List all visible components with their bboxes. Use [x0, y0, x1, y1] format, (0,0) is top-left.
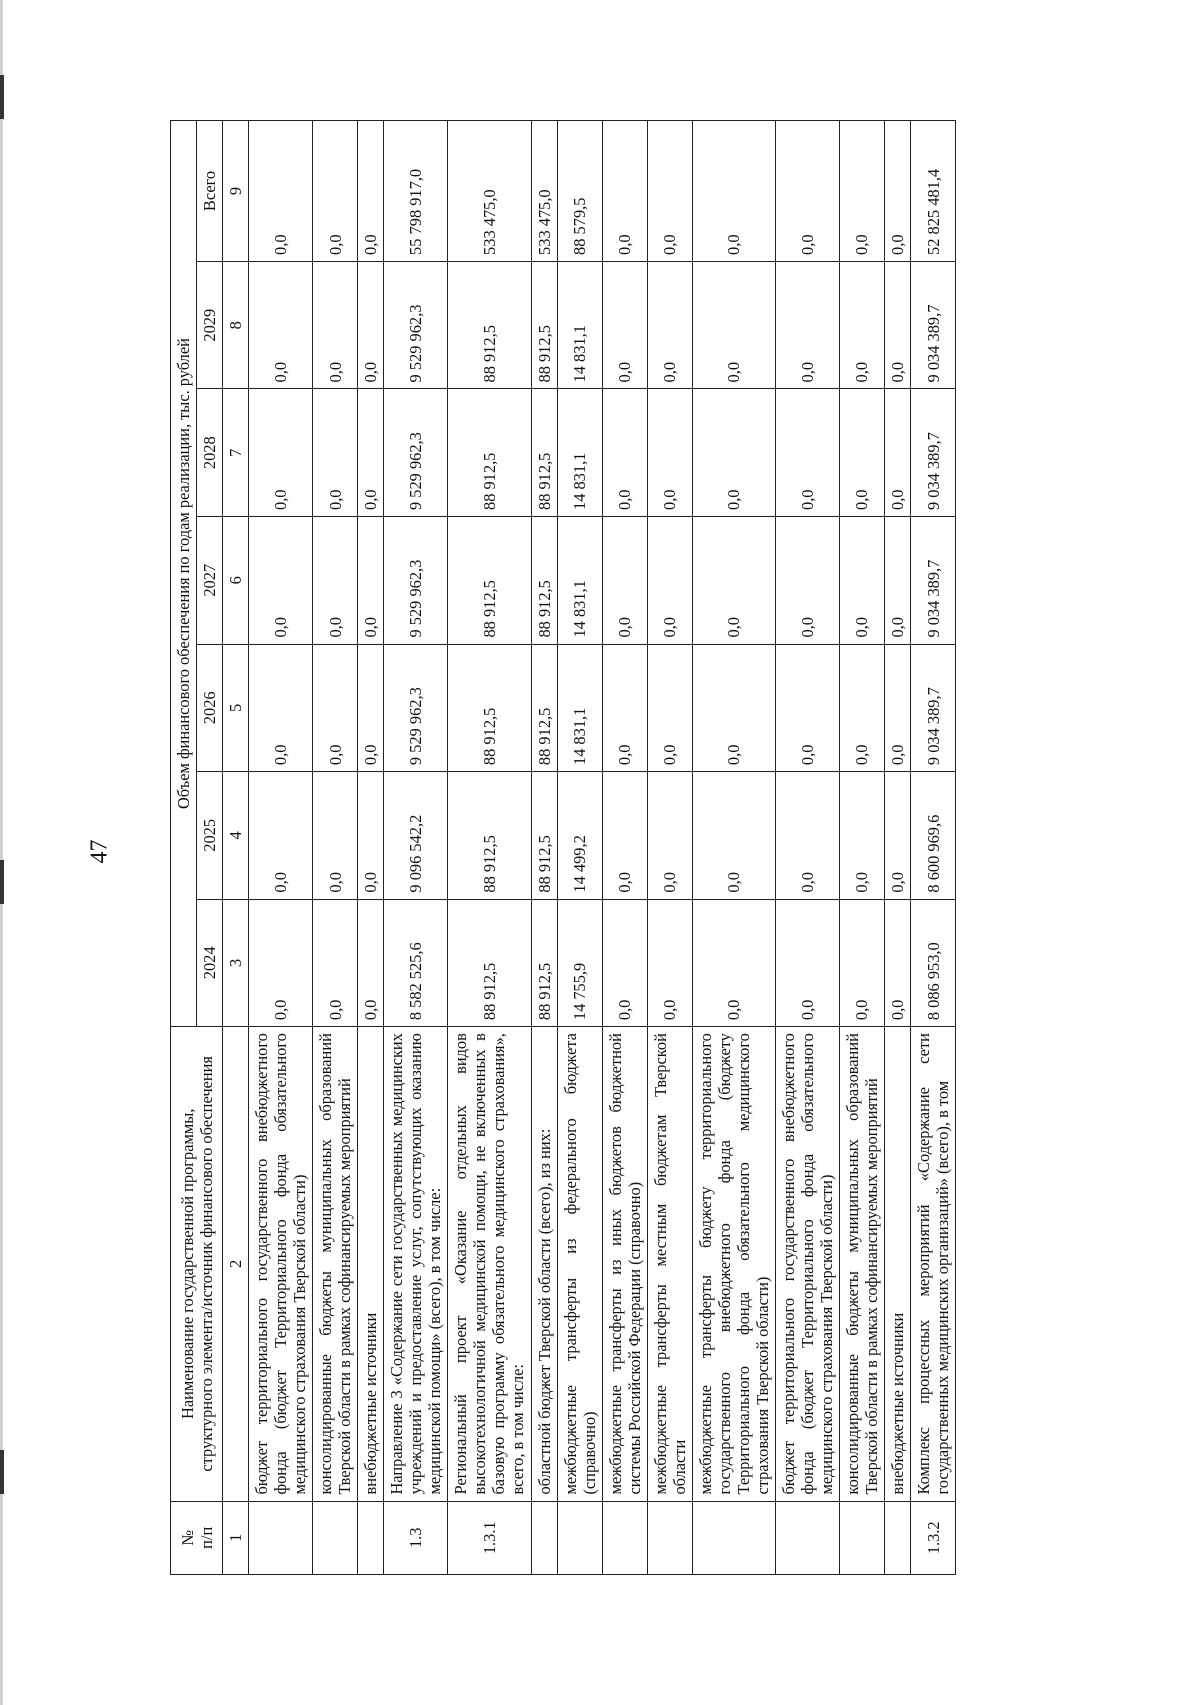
row-value-cell: 0,0 [885, 389, 911, 517]
row-value-cell: 0,0 [358, 389, 384, 517]
row-value-cell: 88 912,5 [531, 261, 557, 389]
row-total-cell: 0,0 [602, 121, 647, 262]
row-value-cell: 0,0 [775, 899, 839, 1027]
row-total-cell: 0,0 [358, 121, 384, 262]
row-number-cell [692, 1501, 775, 1574]
row-value-cell: 0,0 [775, 389, 839, 517]
row-value-cell: 0,0 [313, 261, 358, 389]
row-value-cell: 0,0 [647, 389, 692, 517]
row-name-cell: внебюджетные источники [358, 1027, 384, 1501]
table-row [313, 121, 358, 1575]
header-year: 2029 [197, 261, 223, 389]
column-number: 8 [223, 261, 249, 389]
row-name-cell: межбюджетные трансферты из федерального бюджета (справочно) [557, 1027, 602, 1501]
row-value-cell: 88 912,5 [531, 772, 557, 900]
column-number-row [223, 121, 249, 1575]
row-total-cell: 533 475,0 [448, 121, 531, 262]
table-row [249, 121, 313, 1575]
row-value-cell: 88 912,5 [448, 261, 531, 389]
row-name-cell: бюджет территориального государственного внебюджетного фонда (бюджет Территориального фонда обязательного медицинского страхования Тверской области) [249, 1027, 313, 1501]
row-name-cell: консолидированные бюджеты муниципальных образований Тверской области в рамках софинансируемых мероприятий [839, 1027, 884, 1501]
row-value-cell: 0,0 [358, 772, 384, 900]
header-year: 2027 [197, 517, 223, 645]
row-value-cell: 88 912,5 [531, 644, 557, 772]
row-value-cell: 0,0 [313, 772, 358, 900]
row-number-cell [358, 1501, 384, 1574]
header-row-1 [171, 121, 197, 1575]
row-value-cell: 0,0 [602, 261, 647, 389]
column-number: 3 [223, 899, 249, 1027]
row-total-cell: 0,0 [839, 121, 884, 262]
row-number-cell [602, 1501, 647, 1574]
row-value-cell: 8 086 953,0 [911, 899, 956, 1027]
row-value-cell: 0,0 [358, 899, 384, 1027]
row-number-cell [313, 1501, 358, 1574]
row-name-cell: межбюджетные трансферты местным бюджетам Тверской области [647, 1027, 692, 1501]
row-value-cell: 0,0 [313, 899, 358, 1027]
row-value-cell: 0,0 [313, 389, 358, 517]
row-value-cell: 0,0 [602, 389, 647, 517]
row-name-cell: областной бюджет Тверской области (всего), из них: [531, 1027, 557, 1501]
table-row [911, 121, 956, 1575]
row-name-cell: бюджет территориального государственного внебюджетного фонда (бюджет Территориального фонда обязательного медицинского страхования Тверской области) [775, 1027, 839, 1501]
row-value-cell: 0,0 [775, 261, 839, 389]
row-value-cell: 14 831,1 [557, 261, 602, 389]
row-total-cell: 0,0 [885, 121, 911, 262]
row-value-cell: 0,0 [249, 899, 313, 1027]
row-name-cell: консолидированные бюджеты муниципальных образований Тверской области в рамках софинансируемых мероприятий [313, 1027, 358, 1501]
row-value-cell: 9 529 962,3 [384, 389, 448, 517]
row-value-cell: 9 034 389,7 [911, 644, 956, 772]
row-value-cell: 8 600 969,6 [911, 772, 956, 900]
table-row [448, 121, 531, 1575]
row-value-cell: 0,0 [602, 517, 647, 645]
row-name-cell: межбюджетные трансферты бюджету территориального государственного внебюджетного фонда (бюджету Территориального фонда обязательного медицинского страхования Тверской области) [692, 1027, 775, 1501]
row-name-cell: межбюджетные трансферты из иных бюджетов бюджетной системы Российской Федерации (справочно) [602, 1027, 647, 1501]
row-value-cell: 88 912,5 [531, 899, 557, 1027]
row-total-cell: 0,0 [249, 121, 313, 262]
table-row [839, 121, 884, 1575]
row-value-cell: 0,0 [358, 644, 384, 772]
table-row [885, 121, 911, 1575]
column-number: 1 [223, 1501, 249, 1574]
row-name-cell: Региональный проект «Оказание отдельных видов высокотехнологичной медицинской помощи, не включенных в базовую программу обязательного медицинского страхования», всего, в том числе: [448, 1027, 531, 1501]
table-row [602, 121, 647, 1575]
table-row [647, 121, 692, 1575]
row-value-cell: 9 529 962,3 [384, 644, 448, 772]
row-value-cell: 0,0 [885, 261, 911, 389]
header-no: № п/п [171, 1501, 223, 1574]
scan-margin-mark [0, 1450, 4, 1494]
row-value-cell: 88 912,5 [448, 517, 531, 645]
row-value-cell: 0,0 [647, 517, 692, 645]
row-value-cell: 9 034 389,7 [911, 389, 956, 517]
row-value-cell: 9 034 389,7 [911, 261, 956, 389]
header-total: Всего [197, 121, 223, 262]
row-value-cell: 0,0 [249, 261, 313, 389]
row-total-cell: 88 579,5 [557, 121, 602, 262]
row-value-cell: 0,0 [692, 261, 775, 389]
row-value-cell: 0,0 [647, 772, 692, 900]
row-name-cell: Направление 3 «Содержание сети государственных медицинских учреждений и предоставление услуг, сопутствующих оказанию медицинской помощи» (всего), в том числе: [384, 1027, 448, 1501]
column-number: 7 [223, 389, 249, 517]
row-value-cell: 0,0 [885, 517, 911, 645]
row-value-cell: 0,0 [692, 772, 775, 900]
row-value-cell: 0,0 [358, 517, 384, 645]
column-number: 2 [223, 1027, 249, 1501]
row-value-cell: 0,0 [839, 772, 884, 900]
rotated-table-wrapper [170, 120, 1200, 1575]
row-value-cell: 14 755,9 [557, 899, 602, 1027]
row-value-cell: 0,0 [885, 644, 911, 772]
row-number-cell [531, 1501, 557, 1574]
row-value-cell: 0,0 [839, 644, 884, 772]
row-value-cell: 88 912,5 [448, 899, 531, 1027]
row-value-cell: 0,0 [602, 899, 647, 1027]
row-name-cell: Комплекс процессных мероприятий «Содержание сети государственных медицинских организаций» (всего), в том [911, 1027, 956, 1501]
column-number: 5 [223, 644, 249, 772]
column-number: 4 [223, 772, 249, 900]
row-number-cell [885, 1501, 911, 1574]
row-value-cell: 9 034 389,7 [911, 517, 956, 645]
row-number-cell [839, 1501, 884, 1574]
row-value-cell: 0,0 [647, 899, 692, 1027]
row-value-cell: 9 529 962,3 [384, 517, 448, 645]
row-number-cell: 1.3.1 [448, 1501, 531, 1574]
row-value-cell: 0,0 [313, 644, 358, 772]
header-year: 2025 [197, 772, 223, 900]
row-value-cell: 88 912,5 [448, 644, 531, 772]
table-row [692, 121, 775, 1575]
row-value-cell: 0,0 [602, 644, 647, 772]
row-number-cell: 1.3 [384, 1501, 448, 1574]
row-value-cell: 14 831,1 [557, 644, 602, 772]
row-number-cell [557, 1501, 602, 1574]
header-volume: Объем финансового обеспечения по годам реализации, тыс. рублей [171, 121, 197, 1027]
row-name-cell: внебюджетные источники [885, 1027, 911, 1501]
row-value-cell: 0,0 [692, 389, 775, 517]
row-value-cell: 0,0 [647, 261, 692, 389]
row-value-cell: 9 529 962,3 [384, 261, 448, 389]
row-value-cell: 0,0 [602, 772, 647, 900]
page-number: 47 [86, 839, 113, 864]
row-value-cell: 88 912,5 [531, 389, 557, 517]
row-value-cell: 0,0 [249, 772, 313, 900]
row-total-cell: 0,0 [775, 121, 839, 262]
row-number-cell [249, 1501, 313, 1574]
row-number-cell [647, 1501, 692, 1574]
row-value-cell: 14 831,1 [557, 389, 602, 517]
row-value-cell: 0,0 [839, 517, 884, 645]
row-value-cell: 0,0 [775, 644, 839, 772]
row-value-cell: 88 912,5 [448, 389, 531, 517]
row-value-cell: 0,0 [249, 644, 313, 772]
scan-margin-mark [0, 860, 4, 904]
row-value-cell: 0,0 [775, 772, 839, 900]
row-value-cell: 0,0 [775, 517, 839, 645]
row-total-cell: 0,0 [313, 121, 358, 262]
row-value-cell: 14 499,2 [557, 772, 602, 900]
row-value-cell: 8 582 525,6 [384, 899, 448, 1027]
row-number-cell [775, 1501, 839, 1574]
row-total-cell: 0,0 [647, 121, 692, 262]
header-year: 2028 [197, 389, 223, 517]
row-value-cell: 0,0 [647, 644, 692, 772]
column-number: 6 [223, 517, 249, 645]
header-year: 2024 [197, 899, 223, 1027]
row-value-cell: 0,0 [692, 517, 775, 645]
table-row [775, 121, 839, 1575]
row-value-cell: 14 831,1 [557, 517, 602, 645]
row-number-cell: 1.3.2 [911, 1501, 956, 1574]
row-total-cell: 0,0 [692, 121, 775, 262]
column-number: 9 [223, 121, 249, 262]
row-value-cell: 88 912,5 [531, 517, 557, 645]
row-value-cell: 0,0 [839, 261, 884, 389]
table-row [358, 121, 384, 1575]
row-value-cell: 0,0 [839, 389, 884, 517]
row-value-cell: 0,0 [885, 899, 911, 1027]
row-value-cell: 0,0 [358, 261, 384, 389]
table-row [531, 121, 557, 1575]
row-value-cell: 0,0 [692, 644, 775, 772]
row-value-cell: 0,0 [692, 899, 775, 1027]
row-value-cell: 0,0 [885, 772, 911, 900]
row-value-cell: 0,0 [313, 517, 358, 645]
financing-table [170, 120, 956, 1575]
table-row [557, 121, 602, 1575]
table-body [249, 121, 956, 1575]
row-total-cell: 533 475,0 [531, 121, 557, 262]
row-value-cell: 88 912,5 [448, 772, 531, 900]
scan-margin-mark [0, 75, 4, 119]
header-year: 2026 [197, 644, 223, 772]
row-total-cell: 52 825 481,4 [911, 121, 956, 262]
row-value-cell: 0,0 [839, 899, 884, 1027]
row-value-cell: 0,0 [249, 517, 313, 645]
header-name: Наименование государственной программы, структурного элемента/источник финансового обеспечения [171, 1027, 223, 1501]
row-value-cell: 9 096 542,2 [384, 772, 448, 900]
row-value-cell: 0,0 [249, 389, 313, 517]
table-row [384, 121, 448, 1575]
row-total-cell: 55 798 917,0 [384, 121, 448, 262]
